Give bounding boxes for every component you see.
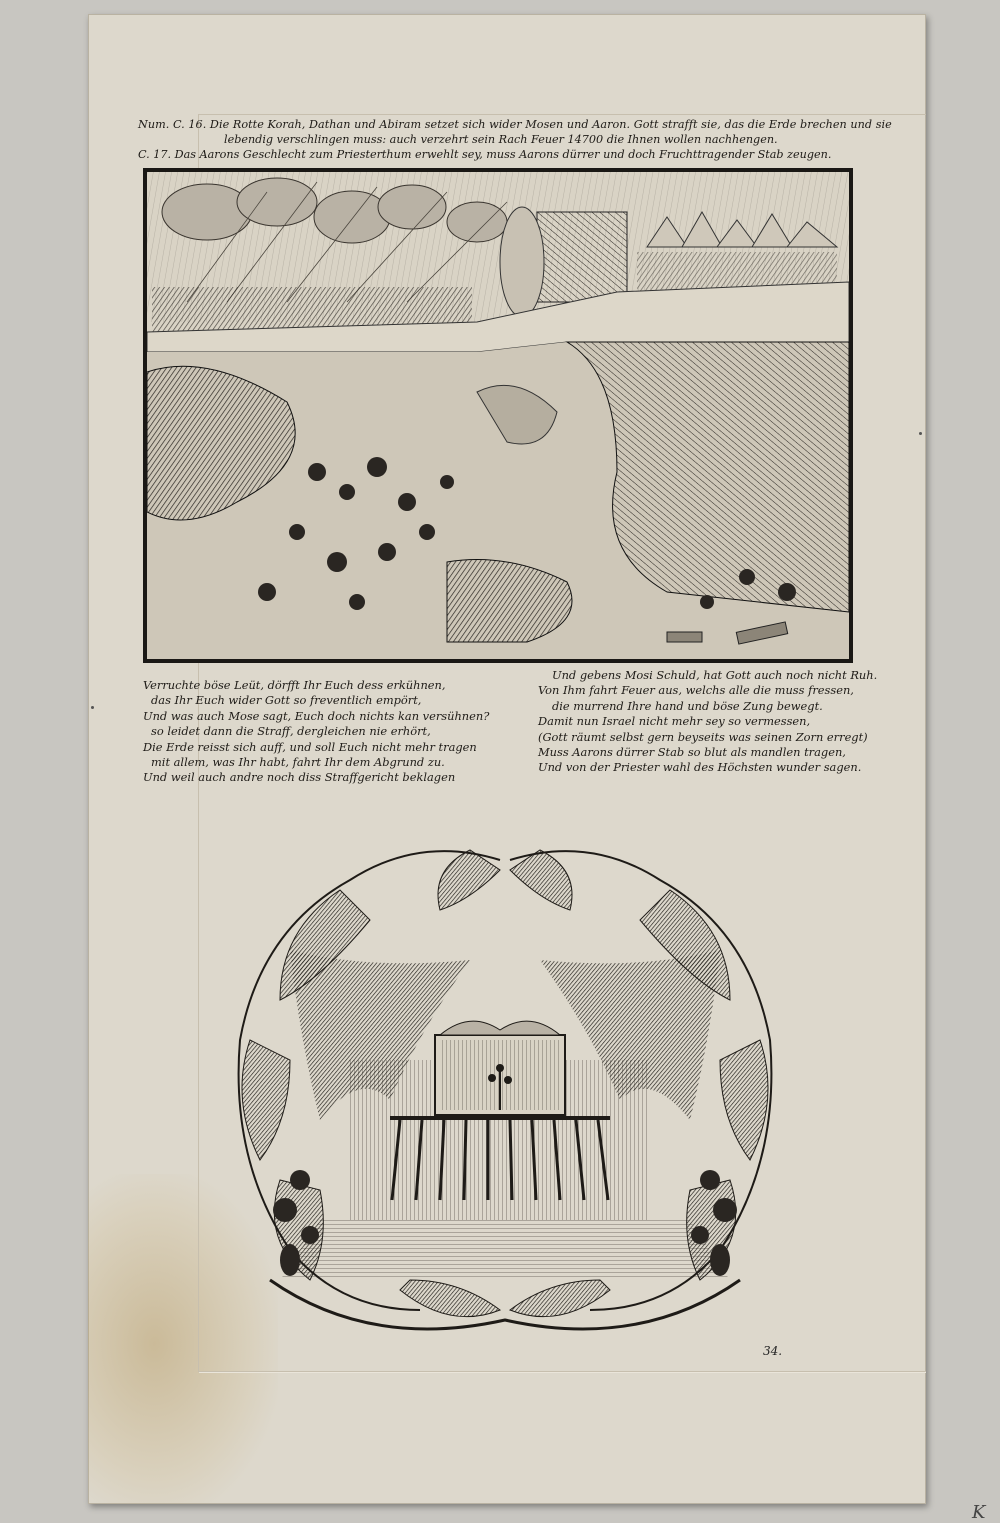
verse-line: so leidet dann die Straff, dergleichen nie erhört, bbox=[151, 724, 431, 739]
verse-line: Von Ihm fahrt Feuer aus, welchs alle die muss fressen, bbox=[538, 683, 854, 698]
verse-line: Die Erde reisst sich auff, und soll Euch nicht mehr tragen bbox=[143, 739, 477, 754]
chasm bbox=[147, 342, 849, 659]
margin-dot bbox=[91, 706, 94, 709]
korah-engraving bbox=[143, 168, 853, 663]
caption-line-2: lebendig verschlingen muss: auch verzehrt sein Rach Feuer 14700 die Ihnen wollen nachhengen. bbox=[224, 133, 778, 146]
engraving-illustration bbox=[147, 172, 849, 659]
ornamental-cartouche bbox=[170, 840, 840, 1360]
caption-line-1: Num. C. 16. Die Rotte Korah, Dathan und Abiram setzet sich wider Mosen und Aaron. Gott strafft sie, das die Erde brechen und sie bbox=[138, 118, 892, 131]
verse-line: Und was auch Mose sagt, Euch doch nichts kan versühnen? bbox=[143, 708, 490, 723]
verse-line: das Ihr Euch wider Gott so freventlich empört, bbox=[151, 693, 422, 708]
verse-line: Und von der Priester wahl des Höchsten wunder sagen. bbox=[538, 760, 862, 775]
verse-line: (Gott räumt selbst gern beyseits was seinen Zorn erregt) bbox=[538, 729, 868, 744]
verse-right bbox=[538, 668, 877, 776]
verse-left bbox=[143, 678, 489, 786]
verse-line: Verruchte böse Leüt, dörfft Ihr Euch dess erkühnen, bbox=[143, 678, 446, 692]
verse-line: mit allem, was Ihr habt, fahrt Ihr dem Abgrund zu. bbox=[151, 754, 445, 769]
caption-line-3: C. 17. Das Aarons Geschlecht zum Priesterthum erwehlt sey, muss Aarons dürrer und doch Fruchttragender Stab zeugen. bbox=[138, 148, 832, 161]
pencil-mark: K bbox=[972, 1502, 986, 1523]
verse-line: Und weil auch andre noch diss Straffgericht beklagen bbox=[143, 770, 456, 785]
margin-dot bbox=[919, 432, 922, 435]
verse-line: Muss Aarons dürrer Stab so blut als mandlen tragen, bbox=[538, 744, 846, 759]
page-number: 34. bbox=[763, 1344, 783, 1358]
ark-cartouche-illustration bbox=[170, 840, 840, 1360]
verse-line: die murrend Ihre hand und böse Zung bewegt. bbox=[552, 698, 823, 713]
sanctuary-floor bbox=[280, 1220, 730, 1280]
verse-line: Damit nun Israel nicht mehr sey so vermessen, bbox=[538, 714, 811, 729]
verse-line: Und gebens Mosi Schuld, hat Gott auch noch nicht Ruh. bbox=[552, 668, 878, 682]
ark-of-covenant bbox=[435, 1021, 565, 1115]
